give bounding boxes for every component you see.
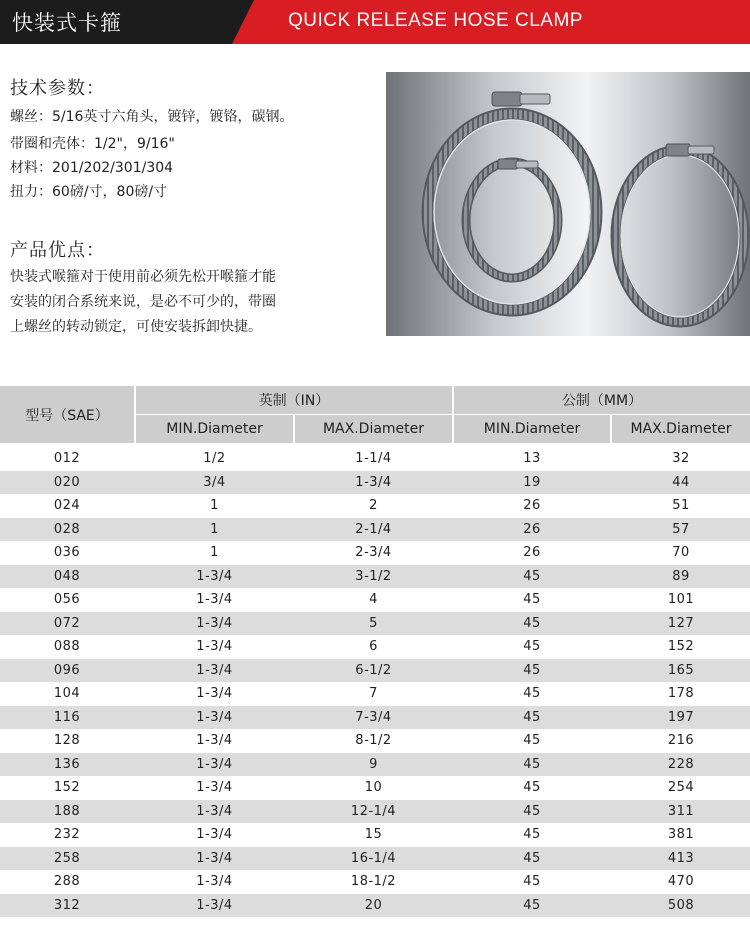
model-cell: 116 [53,709,81,725]
imperial-max-cell: 6 [369,639,378,655]
table-row [0,588,750,612]
table-row [0,659,750,683]
model-cell: 152 [53,780,81,796]
advantage-line-2: 安装的闭合系统来说，是必不可少的，带圈 [10,294,276,310]
advantage-line-1: 快装式喉箍对于使用前必须先松开喉箍才能 [10,269,276,285]
spec-line-screw: 螺丝：5/16英寸六角头，镀锌，镀铬，碳钢。 [10,109,294,125]
model-cell: 072 [53,615,81,631]
metric-header: 公制（MM） [454,386,750,414]
imperial-min-cell: 1 [210,498,219,514]
table-row [0,800,750,824]
imperial-max-cell: 15 [364,827,383,843]
metric-min-cell: 45 [523,756,541,772]
metric-max-cell: 197 [667,709,695,725]
imperial-max-header: MAX.Diameter [295,415,452,443]
product-photo [386,72,750,336]
metric-min-cell: 45 [523,686,541,702]
metric-max-cell: 57 [672,521,690,537]
model-cell: 232 [53,827,81,843]
metric-max-cell: 508 [667,897,695,913]
table-row [0,471,750,495]
metric-max-cell: 178 [667,686,695,702]
metric-max-cell: 51 [672,498,690,514]
model-cell: 188 [53,803,81,819]
model-cell: 012 [53,451,81,467]
header-title-en: QUICK RELEASE HOSE CLAMP [288,10,583,31]
imperial-max-cell: 10 [364,780,383,796]
table-row [0,494,750,518]
imperial-min-cell: 1-3/4 [196,874,233,890]
metric-min-cell: 45 [523,662,541,678]
imperial-min-cell: 1-3/4 [196,897,233,913]
model-cell: 104 [53,686,81,702]
metric-max-cell: 413 [667,850,695,866]
table-row [0,541,750,565]
metric-min-cell: 45 [523,827,541,843]
table-row [0,870,750,894]
metric-max-cell: 216 [667,733,695,749]
imperial-min-cell: 1-3/4 [196,733,233,749]
imperial-max-cell: 1-1/4 [355,451,392,467]
metric-max-cell: 311 [667,803,695,819]
imperial-min-cell: 1-3/4 [196,827,233,843]
page-header [0,0,750,44]
metric-min-cell: 45 [523,568,541,584]
metric-max-cell: 470 [667,874,695,890]
metric-min-cell: 26 [523,545,541,561]
metric-max-cell: 165 [667,662,695,678]
model-cell: 288 [53,874,81,890]
imperial-min-cell: 1-3/4 [196,592,233,608]
imperial-max-cell: 16-1/4 [350,850,397,866]
metric-max-cell: 381 [667,827,695,843]
imperial-max-cell: 4 [369,592,378,608]
model-cell: 024 [53,498,81,514]
spec-line-material: 材料：201/202/301/304 [10,160,174,176]
model-cell: 312 [53,897,81,913]
spec-line-band: 带圈和壳体：1/2"，9/16" [10,136,175,152]
imperial-max-cell: 2-1/4 [355,521,392,537]
model-header: 型号（SAE） [0,386,134,443]
metric-min-cell: 45 [523,780,541,796]
imperial-min-cell: 1-3/4 [196,850,233,866]
metric-min-cell: 45 [523,733,541,749]
metric-min-cell: 19 [523,474,541,490]
metric-max-cell: 254 [667,780,695,796]
table-row [0,776,750,800]
metric-max-cell: 152 [667,639,695,655]
table-row [0,518,750,542]
imperial-min-cell: 1 [210,545,219,561]
metric-min-cell: 45 [523,803,541,819]
header-title-cn: 快装式卡箍 [12,11,122,35]
imperial-max-cell: 5 [369,615,378,631]
table-row [0,682,750,706]
metric-min-cell: 45 [523,709,541,725]
metric-max-cell: 127 [667,615,695,631]
imperial-min-cell: 1-3/4 [196,709,233,725]
imperial-min-cell: 1-3/4 [196,686,233,702]
imperial-min-cell: 1-3/4 [196,803,233,819]
table-row [0,847,750,871]
advantage-line-3: 上螺丝的转动锁定，可使安装拆卸快捷。 [10,319,262,335]
imperial-max-cell: 20 [364,897,383,913]
model-cell: 096 [53,662,81,678]
model-cell: 036 [53,545,81,561]
imperial-min-cell: 1 [210,521,219,537]
metric-max-cell: 44 [672,474,690,490]
imperial-header: 英制（IN） [136,386,452,414]
metric-max-cell: 101 [667,592,695,608]
table-row [0,729,750,753]
metric-min-cell: 45 [523,874,541,890]
metric-min-cell: 45 [523,639,541,655]
imperial-min-cell: 1-3/4 [196,662,233,678]
imperial-max-cell: 2 [369,498,378,514]
specs-title: 技术参数： [10,78,105,99]
imperial-max-cell: 8-1/2 [355,733,392,749]
imperial-min-cell: 1-3/4 [196,639,233,655]
imperial-min-cell: 1-3/4 [196,615,233,631]
imperial-max-cell: 3-1/2 [355,568,392,584]
model-cell: 258 [53,850,81,866]
metric-min-cell: 26 [523,498,541,514]
table-row [0,565,750,589]
table-row [0,706,750,730]
model-cell: 088 [53,639,81,655]
table-row [0,447,750,471]
imperial-max-cell: 7 [369,686,378,702]
table-row [0,753,750,777]
model-cell: 028 [53,521,81,537]
advantages-title: 产品优点： [10,240,105,261]
table-row [0,612,750,636]
metric-max-cell: 70 [672,545,690,561]
table-row [0,894,750,918]
table-row [0,635,750,659]
imperial-max-cell: 6-1/2 [355,662,392,678]
metric-max-header: MAX.Diameter [612,415,750,443]
imperial-min-cell: 1-3/4 [196,780,233,796]
metric-min-header: MIN.Diameter [454,415,610,443]
imperial-max-cell: 9 [369,756,378,772]
spec-line-torque: 扭力：60磅/寸，80磅/寸 [10,184,168,200]
imperial-max-cell: 12-1/4 [350,803,397,819]
metric-min-cell: 45 [523,897,541,913]
metric-min-cell: 13 [523,451,541,467]
imperial-max-cell: 1-3/4 [355,474,392,490]
imperial-min-cell: 1-3/4 [196,568,233,584]
imperial-min-cell: 1-3/4 [196,756,233,772]
metric-min-cell: 45 [523,615,541,631]
imperial-min-header: MIN.Diameter [136,415,293,443]
model-cell: 128 [53,733,81,749]
model-cell: 136 [53,756,81,772]
metric-min-cell: 26 [523,521,541,537]
imperial-max-cell: 2-3/4 [355,545,392,561]
metric-max-cell: 32 [672,451,690,467]
metric-min-cell: 45 [523,850,541,866]
imperial-min-cell: 1/2 [203,451,226,467]
imperial-max-cell: 18-1/2 [350,874,397,890]
model-cell: 056 [53,592,81,608]
metric-max-cell: 228 [667,756,695,772]
model-cell: 048 [53,568,81,584]
metric-min-cell: 45 [523,592,541,608]
model-cell: 020 [53,474,81,490]
hose-clamps-illustration [386,72,750,336]
imperial-max-cell: 7-3/4 [355,709,392,725]
imperial-min-cell: 3/4 [203,474,226,490]
table-row [0,823,750,847]
metric-max-cell: 89 [672,568,690,584]
